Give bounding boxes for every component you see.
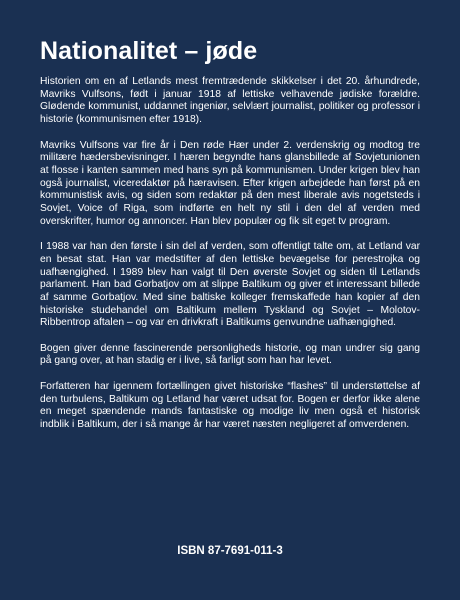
blurb-paragraph-1: Historien om en af Letlands mest fremtrædende skikkelser i det 20. århundrede, Mavriks Vulfsons, født i januar 1918 af lettiske velhavende jødiske forældre. Glødende kommunist, uddannet ingeniør, selvlært journalist, politiker og professor i historie (kommunismen efter 1918). [40,76,420,126]
book-title: Nationalitet – jøde [40,37,258,65]
blurb-paragraph-4: Bogen giver denne fascinerende personligheds historie, og man undrer sig gang på gang over, at han stadig er i live, så farligt som han har levet. [40,342,420,367]
blurb-paragraph-2: Mavriks Vulfsons var fire år i Den røde Hær under 2. verdenskrig og modtog tre militære hædersbevisninger. I hæren begyndte hans glansbillede af Sovjetunionen at flosse i kanten sammen med hans syn på kommunismen. Under krigen blev han også journalist, viceredaktør på hæravisen. Efter krigen arbejdede han først på en kommunistisk avis, og siden som redaktør på den mest liberale avis nogetsteds i Sovjet, Voice of Riga, som indførte en helt ny stil i den del af verden med overskrifter, humor og annoncer. Han blev populær og fik sit eget tv program. [40,139,420,227]
blurb-paragraph-3: I 1988 var han den første i sin del af verden, som offentligt talte om, at Letland var en besat stat. Han var medstifter af den lettiske bevægelse for perestrojka og uafhængighed. I 1989 blev han valgt til Den øverste Sovjet og siden til Letlands parlament. Han bad Gorbatjov om at slippe Baltikum og giver et interessant billede af samme Gorbatjov. Med sine baltiske kolleger fremskaffede han kopier af den historiske studehandel om Baltikum mellem Tyskland og Sovjet – Molotov-Ribbentrop aftalen – og var en drivkraft i Baltikums genvundne uafhængighed. [40,241,420,329]
blurb-paragraph-5: Forfatteren har igennem fortællingen givet historiske “flashes” til understøttelse af den turbulens, Baltikum og Letland har været udsat for. Bogen er derfor ikke alene en meget spændende mands fantastiske og modige liv men også et historisk indblik i Baltikum, der i så mange år har været næsten negligeret af omverdenen. [40,380,420,430]
isbn-number: ISBN 87-7691-011-3 [177,545,283,557]
